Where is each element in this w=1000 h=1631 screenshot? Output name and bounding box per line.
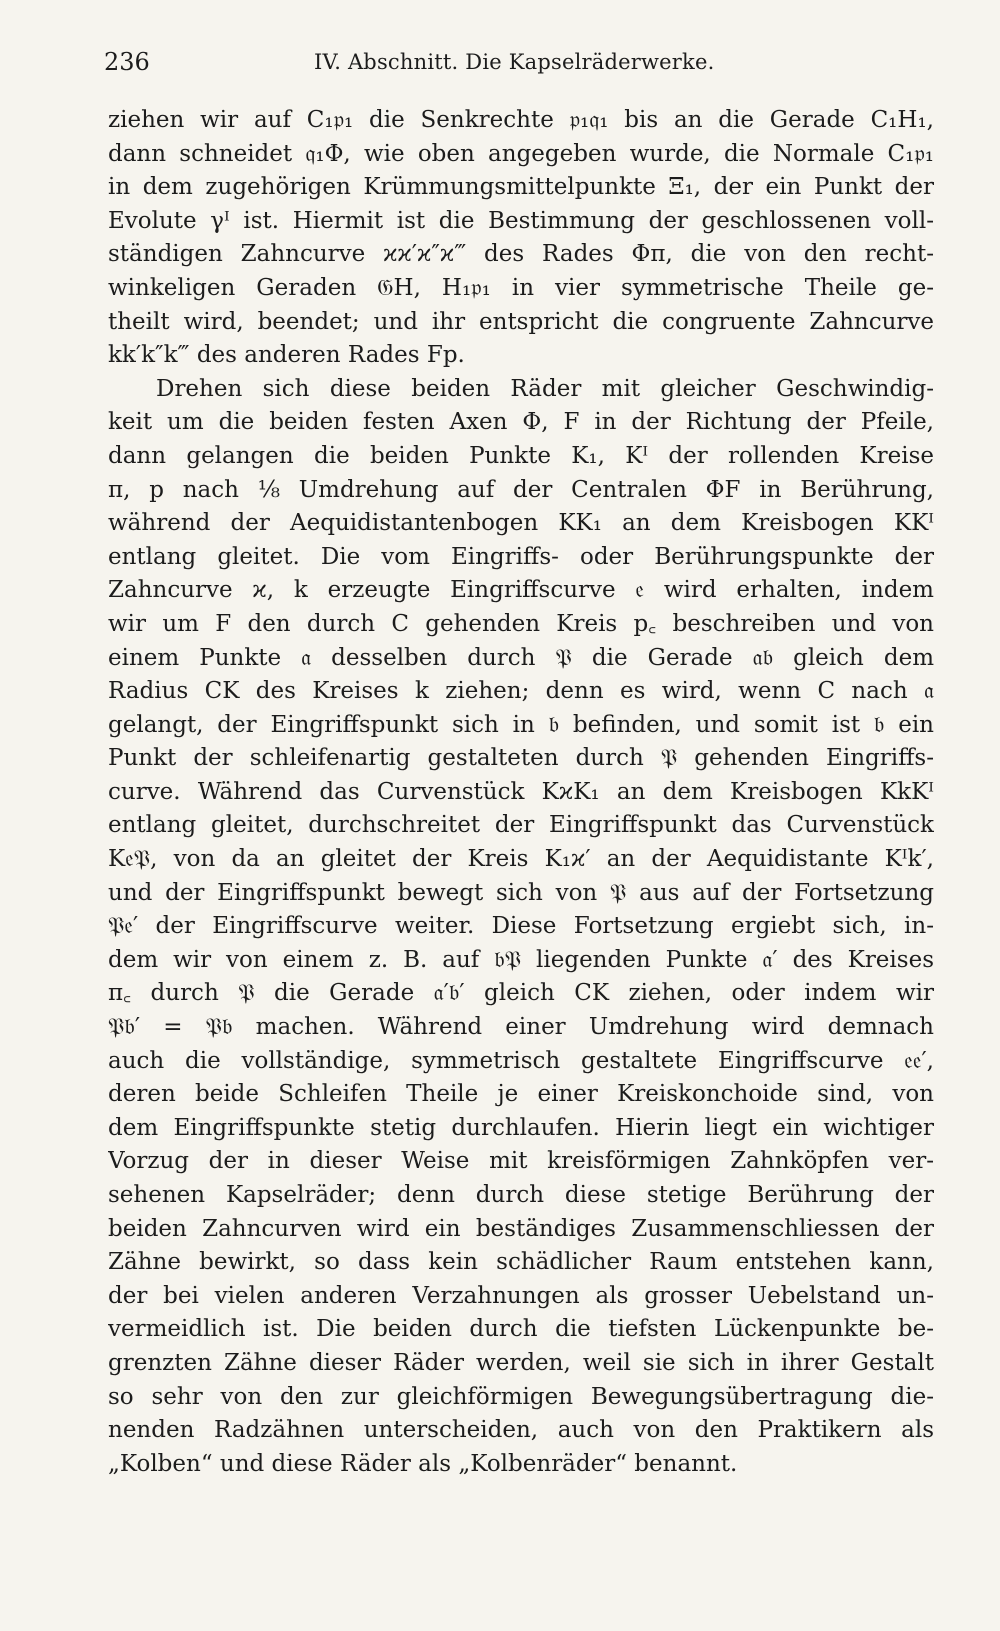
page-header: [104, 48, 922, 78]
text-line: entlang gleitet. Die vom Eingriffs- oder Berührungspunkte der: [108, 543, 934, 570]
body-text: [108, 104, 934, 1481]
text-line: so sehr von den zur gleichförmigen Bewegungsübertragung die-: [108, 1383, 934, 1410]
text-line: vermeidlich ist. Die beiden durch die tiefsten Lückenpunkte be-: [108, 1316, 934, 1343]
text-line: π, p nach ⅛ Umdrehung auf der Centralen ΦF in Berührung,: [108, 476, 934, 503]
text-line: sehenen Kapselräder; denn durch diese stetige Berührung der: [108, 1182, 934, 1208]
text-line: entlang gleitet, durchschreitet der Eingriffspunkt das Curvenstück: [108, 812, 934, 839]
text-line: 𝔓𝔢′ der Eingriffscurve weiter. Diese Fortsetzung ergiebt sich, in-: [108, 913, 934, 940]
text-line: keit um die beiden festen Axen Φ, F in der Richtung der Pfeile,: [108, 409, 934, 436]
text-line: beiden Zahncurven wird ein beständiges Zusammenschliessen der: [108, 1215, 934, 1242]
text-line: π꜀ durch 𝔓 die Gerade 𝔞′𝔟′ gleich CK ziehen, oder indem wir: [108, 980, 934, 1007]
text-line: K𝔢𝔓, von da an gleitet der Kreis K₁ϰ′ an der Aequidistante Kᴵk′,: [108, 846, 934, 873]
text-line: dem wir von einem z. B. auf 𝔟𝔓 liegenden Punkte 𝔞′ des Kreises: [108, 946, 934, 973]
text-line: 𝔓𝔟′ = 𝔓𝔟 machen. Während einer Umdrehung wird demnach: [108, 1014, 934, 1041]
text-line: theilt wird, beendet; und ihr entspricht die congruente Zahncurve: [108, 308, 934, 335]
text-line: Punkt der schleifenartig gestalteten durch 𝔓 gehenden Eingriffs-: [108, 745, 934, 772]
text-line: während der Aequidistantenbogen KK₁ an dem Kreisbogen KKᴵ: [108, 510, 934, 537]
text-line: dem Eingriffspunkte stetig durchlaufen. Hierin liegt ein wichtiger: [108, 1114, 934, 1141]
text-line: gelangt, der Eingriffspunkt sich in 𝔟 befinden, und somit ist 𝔟 ein: [108, 711, 934, 738]
text-line: auch die vollständige, symmetrisch gestaltete Eingriffscurve 𝔢𝔢′,: [108, 1047, 934, 1074]
text-line: Vorzug der in dieser Weise mit kreisförmigen Zahnköpfen ver-: [108, 1148, 934, 1175]
text-line: ständigen Zahncurve ϰϰ′ϰ″ϰ‴ des Rades Φπ, die von den recht-: [108, 241, 934, 268]
text-line: Zahncurve ϰ, k erzeugte Eingriffscurve 𝔢 wird erhalten, indem: [108, 577, 934, 604]
text-line: Radius CK des Kreises k ziehen; denn es wird, wenn C nach 𝔞: [108, 678, 934, 705]
text-line: winkeligen Geraden 𝔊H, H₁𝔭₁ in vier symmetrische Theile ge-: [108, 274, 934, 301]
text-line: Drehen sich diese beiden Räder mit gleicher Geschwindig-: [156, 375, 934, 402]
text-line: Evolute γᴵ ist. Hiermit ist die Bestimmung der geschlossenen voll-: [108, 207, 934, 234]
text-line: der bei vielen anderen Verzahnungen als grosser Uebelstand un-: [108, 1282, 934, 1309]
running-head: IV. Abschnitt. Die Kapselräderwerke.: [314, 50, 715, 74]
text-line: und der Eingriffspunkt bewegt sich von 𝔓 aus auf der Fortsetzung: [108, 879, 934, 906]
text-line: „Kolben“ und diese Räder als „Kolbenräder“ benannt.: [108, 1450, 738, 1477]
page-number: 236: [104, 48, 150, 76]
text-line: deren beide Schleifen Theile je einer Kreiskonchoide sind, von: [108, 1081, 934, 1108]
text-line: wir um F den durch C gehenden Kreis p꜀ beschreiben und von: [108, 610, 934, 637]
text-line: nenden Radzähnen unterscheiden, auch von den Praktikern als: [108, 1417, 934, 1444]
text-line: dann schneidet 𝔮₁Φ, wie oben angegeben wurde, die Normale C₁𝔭₁: [108, 140, 934, 167]
text-line: ziehen wir auf C₁𝔭₁ die Senkrechte 𝔭₁𝔮₁ bis an die Gerade C₁H₁,: [108, 107, 934, 133]
text-line: curve. Während das Curvenstück KϰK₁ an dem Kreisbogen KkKᴵ: [108, 778, 934, 805]
text-line: dann gelangen die beiden Punkte K₁, Kᴵ der rollenden Kreise: [108, 442, 934, 469]
text-line: kk′k″k‴ des anderen Rades Fp.: [108, 342, 465, 369]
text-line: Zähne bewirkt, so dass kein schädlicher Raum entstehen kann,: [108, 1249, 934, 1276]
text-line: einem Punkte 𝔞 desselben durch 𝔓 die Gerade 𝔞𝔟 gleich dem: [108, 644, 934, 671]
text-line: in dem zugehörigen Krümmungsmittelpunkte Ξ₁, der ein Punkt der: [108, 174, 934, 201]
text-line: grenzten Zähne dieser Räder werden, weil sie sich in ihrer Gestalt: [108, 1349, 934, 1376]
